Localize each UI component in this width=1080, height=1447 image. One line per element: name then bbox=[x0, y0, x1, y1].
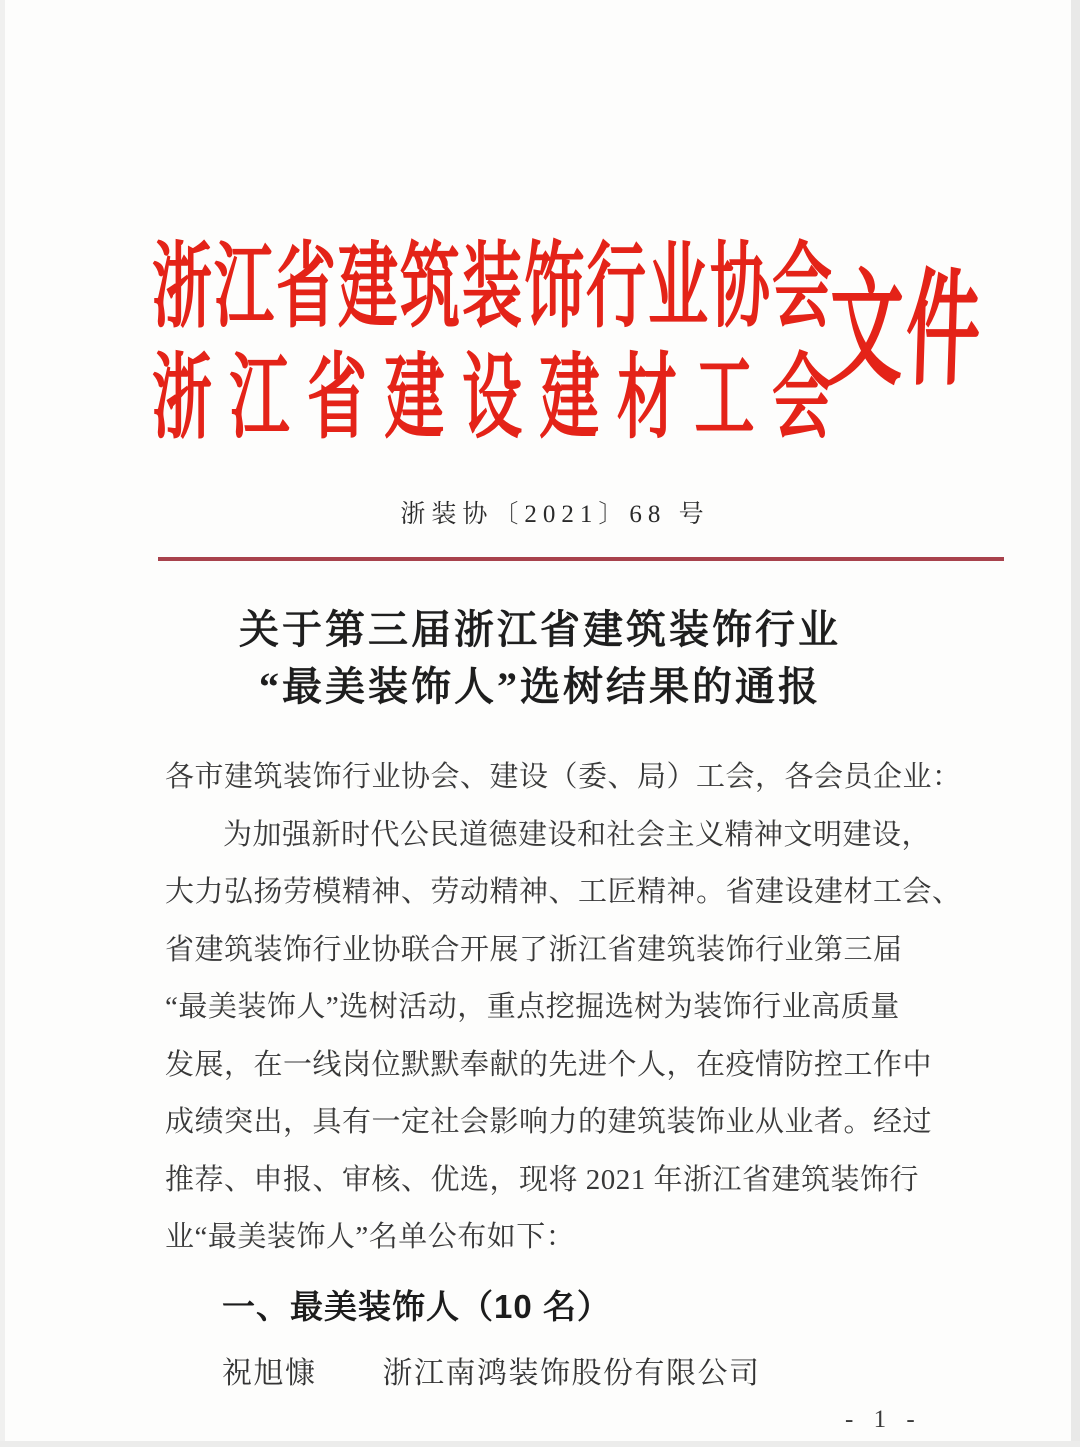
org-name-line1: 浙江省建筑装饰行业协会 bbox=[152, 236, 832, 339]
section-heading-most-beautiful-decorators: 一、最美装饰人（10 名） bbox=[222, 1288, 611, 1325]
body-line: “最美装饰人”选树活动，重点挖掘选树为装饰行业高质量 bbox=[165, 991, 900, 1023]
body-line: 成绩突出，具有一定社会影响力的建筑装饰业从业者。经过 bbox=[165, 1106, 933, 1138]
document-type-label: 文件 bbox=[826, 262, 986, 402]
company-name: 浙江南鸿装饰股份有限公司 bbox=[382, 1357, 761, 1390]
document-title-line1: 关于第三届浙江省建筑装饰行业 bbox=[239, 607, 841, 652]
body-line: 省建筑装饰行业协联合开展了浙江省建筑装饰行业第三届 bbox=[165, 933, 903, 966]
org-name-line2: 浙江省建设建材工会 bbox=[152, 347, 832, 450]
page-number: - 1 - bbox=[845, 1406, 922, 1433]
red-divider-line bbox=[158, 557, 1004, 561]
document-number: 浙装协〔2021〕68 号 bbox=[400, 501, 710, 528]
document-title-line2: “最美装饰人”选树结果的通报 bbox=[259, 664, 821, 709]
document-title bbox=[150, 601, 930, 715]
body-line: 业“最美装饰人”名单公布如下： bbox=[165, 1221, 576, 1253]
body-line: 为加强新时代公民道德建设和社会主义精神文明建设， bbox=[223, 818, 932, 851]
body-line: 发展，在一线岗位默默奉献的先进个人，在疫情防控工作中 bbox=[165, 1048, 933, 1081]
scan-edge-left bbox=[0, 0, 5, 1447]
scan-edge-right bbox=[1071, 0, 1080, 1447]
body-line: 推荐、申报、审核、优选，现将 2021 年浙江省建筑装饰行 bbox=[165, 1163, 920, 1196]
body-line: 大力弘扬劳模精神、劳动精神、工匠精神。省建设建材工会、 bbox=[165, 876, 962, 908]
scan-edge-bottom bbox=[0, 1441, 1080, 1447]
document-body bbox=[165, 749, 965, 1267]
person-name: 祝旭慷 bbox=[222, 1357, 317, 1390]
list-item bbox=[222, 1348, 761, 1392]
salutation-line: 各市建筑装饰行业协会、建设（委、局）工会，各会员企业： bbox=[165, 761, 962, 793]
